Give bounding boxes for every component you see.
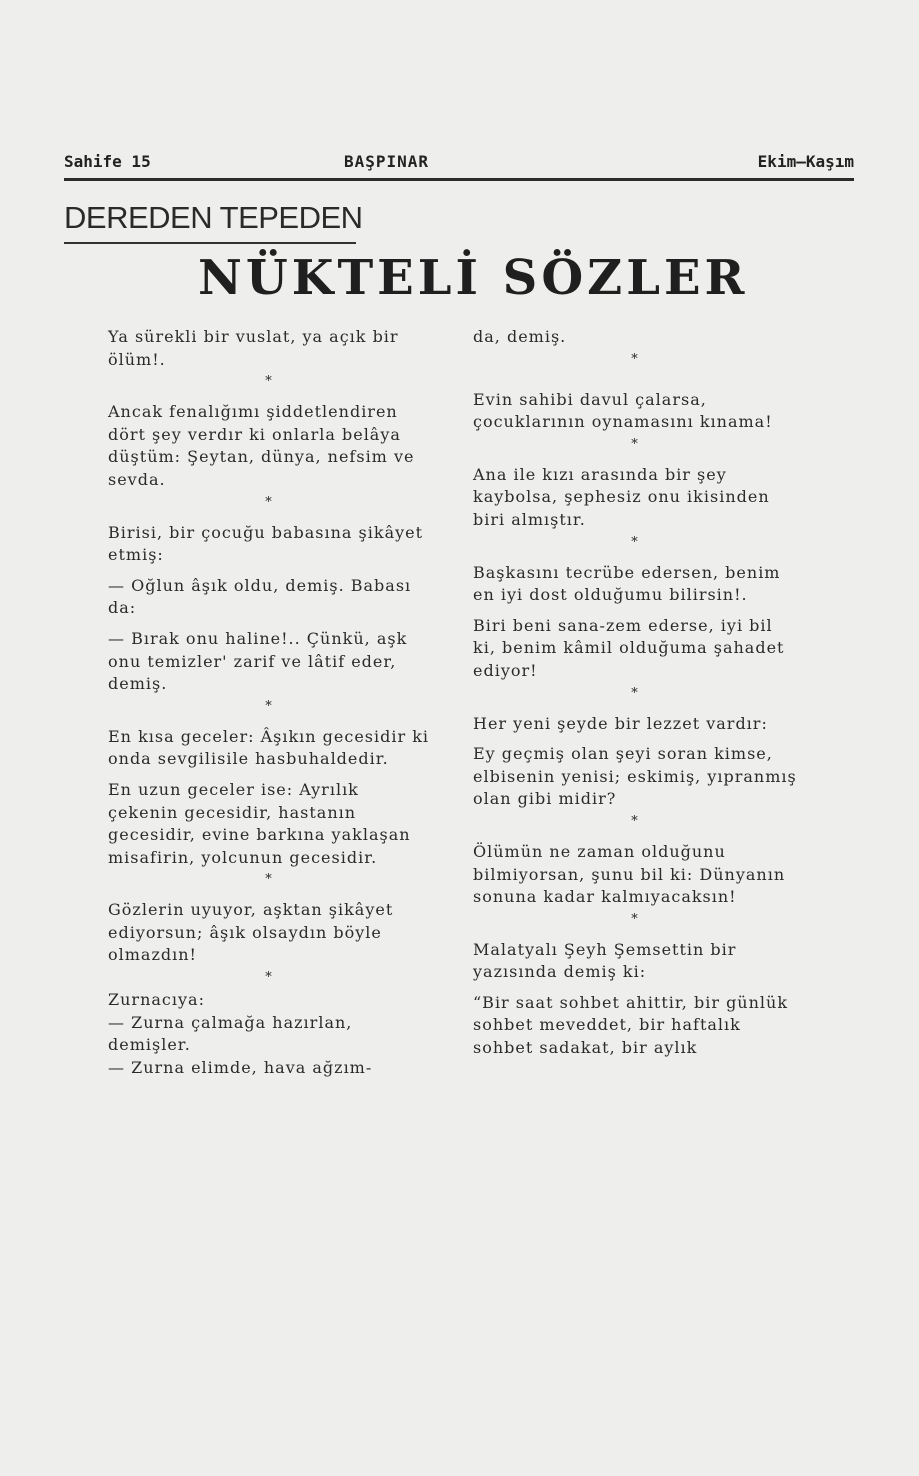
separator-star: *	[265, 698, 273, 714]
separator-star: *	[265, 374, 273, 390]
paragraph: Ya sürekli bir vuslat, ya açık bir ölüm!.	[108, 327, 399, 369]
paragraph: — Bırak onu haline!.. Çünkü, aşk onu temizler' zarif ve lâtif eder, demiş.	[108, 628, 408, 694]
separator-star: *	[631, 685, 639, 701]
left-column	[108, 326, 430, 1079]
separator-star: *	[631, 813, 639, 829]
separator-star: *	[265, 872, 273, 888]
article-title: NÜKTELİ SÖZLER	[198, 250, 749, 306]
paragraph: — Zurna çalmağa hazırlan, demişler.	[108, 1012, 353, 1055]
paragraph: En kısa geceler: Âşıkın gecesidir ki onda sevgilisile hasbuhaldedir.	[108, 726, 430, 769]
paragraph: Ölümün ne zaman olduğunu bilmiyorsan, şunu bil ki: Dünyanın sonuna kadar kalmıyacaksın!	[473, 841, 786, 907]
section-underline	[64, 242, 356, 244]
separator-star: *	[265, 494, 273, 510]
paragraph: Başkasını tecrübe edersen, benim en iyi dost olduğumu bilirsin!.	[473, 562, 781, 605]
paragraph: Zurnacıya:	[108, 990, 205, 1010]
paragraph: En uzun geceler ise: Ayrılık çekenin gecesidir, hastanın gecesidir, evine barkına yaklaşan misafirin, yolcunun gecesidir.	[108, 779, 411, 867]
paragraph: Evin sahibi davul çalarsa, çocuklarının oynamasını kınama!	[473, 389, 773, 432]
paragraph: Malatyalı Şeyh Şemsettin bir yazısında demiş ki:	[473, 939, 737, 982]
paragraph: Birisi, bir çocuğu babasına şikâyet etmiş:	[108, 522, 424, 565]
separator-star: *	[631, 534, 639, 550]
paragraph: “Bir saat sohbet ahittir, bir günlük sohbet meveddet, bir haftalık sohbet sadakat, bir aylık	[473, 992, 789, 1058]
paragraph: Her yeni şeyde bir lezzet vardır:	[473, 713, 768, 733]
paragraph: da, demiş.	[473, 327, 567, 346]
separator-star: *	[631, 351, 639, 367]
section-title: DEREDEN TEPEDEN	[64, 200, 363, 235]
separator-star: *	[631, 911, 639, 927]
right-column	[473, 326, 797, 1060]
paragraph: Ana ile kızı arasında bir şey kaybolsa, şephesiz onu ikisinden biri almıştır.	[473, 464, 770, 529]
page-header	[64, 150, 854, 174]
paragraph: — Zurna elimde, hava ağzım-	[108, 1057, 373, 1077]
paragraph: — Oğlun âşık oldu, demiş. Babası da:	[108, 575, 412, 618]
page-number: Sahife 15	[64, 152, 151, 171]
paragraph: Biri beni sana-zem ederse, iyi bil ki, benim kâmil olduğuma şahadet ediyor!	[473, 615, 785, 680]
separator-star: *	[631, 436, 639, 452]
magazine-name: BAŞPINAR	[344, 152, 430, 171]
paragraph: Ancak fenalığımı şiddetlendiren dört şey verdır ki onlarla belâya düştüm: Şeytan, dünya, nefsim ve sevda.	[108, 402, 415, 489]
paragraph: Gözlerin uyuyor, aşktan şikâyet ediyorsun; âşık olsaydın böyle olmazdın!	[108, 900, 394, 965]
header-rule	[64, 178, 854, 181]
paragraph: Ey geçmiş olan şeyi soran kimse, elbisenin yenisi; eskimiş, yıpranmış olan gibi midir?	[473, 744, 797, 809]
issue-date: Ekim—Kaşım	[757, 152, 854, 171]
separator-star: *	[265, 970, 273, 986]
